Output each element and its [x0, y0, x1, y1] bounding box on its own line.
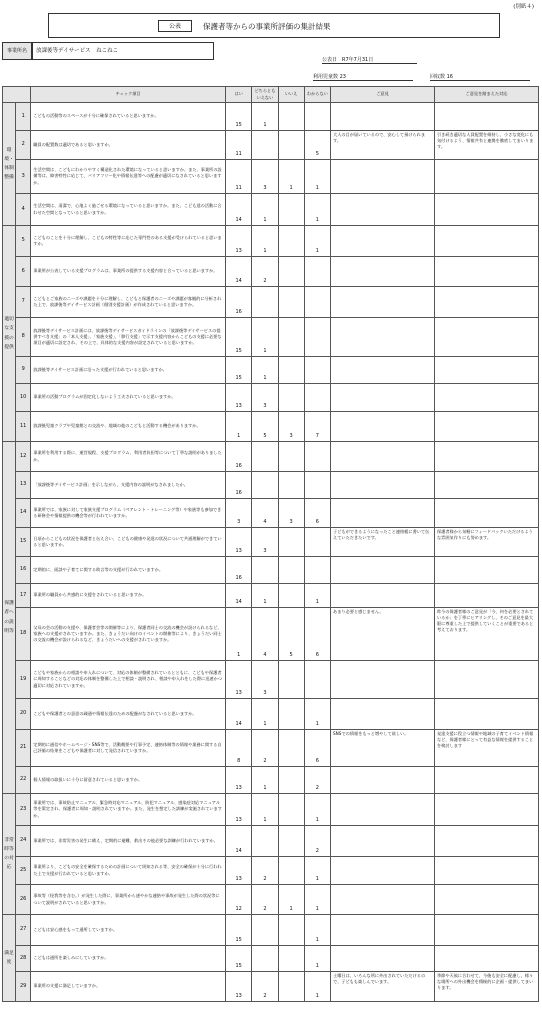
- response-cell: [434, 826, 538, 857]
- no-count: [278, 946, 304, 972]
- no-count: 5: [278, 608, 304, 661]
- unknown-count: 1: [304, 160, 330, 194]
- opinion-cell: [331, 557, 435, 584]
- table-row: [3, 972, 539, 1002]
- no-count: [278, 226, 304, 257]
- yes-count: 15: [226, 915, 252, 946]
- check-item: 事業所より、こどもの安全を確保するための計画について周知される等、安全の確保が十分に行われた上で支援が行われていると思いますか。: [31, 857, 226, 885]
- unknown-count: [304, 661, 330, 699]
- header-opinion: ご意見: [331, 87, 435, 103]
- yes-count: 14: [226, 194, 252, 226]
- response-cell: [434, 794, 538, 826]
- table-row: [3, 257, 539, 287]
- check-item: 事故等（怪我等を含む。）が発生した際に、事業所から速やかな連絡や事故が発生した際の状況等について説明がされていると思いますか。: [31, 885, 226, 915]
- table-row: [3, 857, 539, 885]
- unknown-count: [304, 557, 330, 584]
- row-number: 3: [16, 160, 31, 194]
- responses-count: 回収数 16: [430, 74, 453, 80]
- opinion-cell: [331, 915, 435, 946]
- row-number: 14: [16, 499, 31, 528]
- opinion-cell: 大人の目が届いているので、安心して預けられます。: [331, 131, 435, 160]
- row-number: 21: [16, 730, 31, 767]
- row-number: 6: [16, 257, 31, 287]
- neither-count: 1: [252, 794, 278, 826]
- row-number: 25: [16, 857, 31, 885]
- no-count: [278, 472, 304, 499]
- no-count: [278, 442, 304, 472]
- header-response: ご意見を踏まえた対応: [434, 87, 538, 103]
- row-number: 11: [16, 412, 31, 442]
- response-cell: [434, 442, 538, 472]
- response-cell: [434, 384, 538, 412]
- response-cell: [434, 946, 538, 972]
- row-number: 1: [16, 103, 31, 131]
- neither-count: 1: [252, 357, 278, 384]
- unknown-count: 7: [304, 412, 330, 442]
- neither-count: 2: [252, 857, 278, 885]
- no-count: [278, 257, 304, 287]
- check-item: 事業所では、事故防止マニュアル、緊急時対応マニュアル、防犯マニュアル、感染症対応マニュアル等を策定され、保護者に周知・説明されていますか。また、発生を想定した訓練が実施されていますか。: [31, 794, 226, 826]
- opinion-cell: あまり必要と感じません。: [331, 608, 435, 661]
- table-row: [3, 885, 539, 915]
- header-cell: [3, 87, 31, 103]
- unknown-count: 6: [304, 730, 330, 767]
- table-row: [3, 794, 539, 826]
- yes-count: 13: [226, 972, 252, 1002]
- yes-count: 13: [226, 794, 252, 826]
- unknown-count: 1: [304, 194, 330, 226]
- unknown-count: 1: [304, 946, 330, 972]
- opinion-cell: [331, 226, 435, 257]
- header-row: [3, 87, 539, 103]
- unknown-count: [304, 442, 330, 472]
- unknown-count: 1: [304, 885, 330, 915]
- neither-count: 1: [252, 318, 278, 357]
- row-number: 12: [16, 442, 31, 472]
- check-item: 定期的に、面談や子育てに関する助言等の支援が行われていますか。: [31, 557, 226, 584]
- row-number: 16: [16, 557, 31, 584]
- header-yes: はい: [226, 87, 252, 103]
- yes-count: 13: [226, 767, 252, 794]
- row-number: 26: [16, 885, 31, 915]
- opinion-cell: [331, 160, 435, 194]
- response-cell: [434, 472, 538, 499]
- check-item: こどもや保護者との意思の疎通や情報伝達のための配慮がなされていると思いますか。: [31, 699, 226, 730]
- check-item: 放課後等デイサービス計画には、放課後等デイサービスガイドラインの「放課後等デイサービスの提供すべき支援」の「本人支援」、「家族支援」、「移行支援」で示す支援内容からこどもの支援に必要な項目が適切に設定され、その上で、具体的な支援内容が設定されていると思いますか。: [31, 318, 226, 357]
- unknown-count: [304, 103, 330, 131]
- row-number: 18: [16, 608, 31, 661]
- response-cell: [434, 103, 538, 131]
- yes-count: 11: [226, 131, 252, 160]
- row-number: 15: [16, 528, 31, 557]
- response-cell: [434, 412, 538, 442]
- opinion-cell: [331, 318, 435, 357]
- underline: [313, 80, 413, 81]
- response-cell: [434, 699, 538, 730]
- neither-count: 3: [252, 384, 278, 412]
- yes-count: 14: [226, 699, 252, 730]
- neither-count: 2: [252, 730, 278, 767]
- no-count: [278, 103, 304, 131]
- yes-count: 14: [226, 826, 252, 857]
- check-item: 個人情報の取扱いに十分に留意されていると思いますか。: [31, 767, 226, 794]
- neither-count: 2: [252, 257, 278, 287]
- unknown-count: 1: [304, 915, 330, 946]
- table-row: [3, 226, 539, 257]
- category-cell: 適切な支援の提供: [3, 226, 16, 442]
- row-number: 13: [16, 472, 31, 499]
- yes-count: 13: [226, 857, 252, 885]
- unknown-count: [304, 257, 330, 287]
- no-count: [278, 131, 304, 160]
- neither-count: 2: [252, 972, 278, 1002]
- unknown-count: 1: [304, 699, 330, 730]
- header-neither: どちらとも いえない: [252, 87, 278, 103]
- opinion-cell: [331, 584, 435, 608]
- table-row: [3, 442, 539, 472]
- table-row: [3, 608, 539, 661]
- yes-count: 14: [226, 584, 252, 608]
- underline: [430, 80, 530, 81]
- header-check-item: チェック項目: [31, 87, 226, 103]
- check-item: 生活空間は、清潔で、心地よく過ごせる環境になっていると思いますか。また、こども達の活動に合わせた空間となっていると思いますか。: [31, 194, 226, 226]
- unknown-count: 1: [304, 226, 330, 257]
- table-row: [3, 103, 539, 131]
- yes-count: 16: [226, 557, 252, 584]
- table-row: [3, 826, 539, 857]
- yes-count: 13: [226, 384, 252, 412]
- row-number: 20: [16, 699, 31, 730]
- opinion-cell: 子どもができるようになったこと連絡帳に書いて伝えていただきたいです。: [331, 528, 435, 557]
- opinion-cell: [331, 499, 435, 528]
- check-item: こどもは安心感をもって通所していますか。: [31, 915, 226, 946]
- opinion-cell: [331, 472, 435, 499]
- yes-count: 1: [226, 412, 252, 442]
- neither-count: 1: [252, 194, 278, 226]
- opinion-cell: [331, 103, 435, 131]
- yes-count: 16: [226, 442, 252, 472]
- page-title: 保護者等からの事業所評価の集計結果: [203, 22, 331, 31]
- check-item: 事業所では、家族に対して家族支援プログラム（ペアレント・トレーニング等）や家族等も参加できる研修会や情報提供の機会等が行われていますか。: [31, 499, 226, 528]
- response-cell: [434, 885, 538, 915]
- check-item: こどもは通所を楽しみにしていますか。: [31, 946, 226, 972]
- opinion-cell: [331, 767, 435, 794]
- unknown-count: [304, 472, 330, 499]
- table-row: [3, 946, 539, 972]
- no-count: 1: [278, 885, 304, 915]
- response-cell: [434, 857, 538, 885]
- no-count: [278, 318, 304, 357]
- response-cell: [434, 915, 538, 946]
- row-number: 19: [16, 661, 31, 699]
- unknown-count: 1: [304, 972, 330, 1002]
- unknown-count: 1: [304, 584, 330, 608]
- yes-count: 15: [226, 318, 252, 357]
- opinion-cell: [331, 194, 435, 226]
- facility-name: 放課後等デイサービス ねこねこ: [32, 42, 214, 60]
- no-count: [278, 384, 304, 412]
- table-row: [3, 915, 539, 946]
- no-count: [278, 826, 304, 857]
- category-cell: 保護者への説明等: [3, 442, 16, 794]
- table-row: [3, 160, 539, 194]
- no-count: [278, 194, 304, 226]
- row-number: 28: [16, 946, 31, 972]
- row-number: 2: [16, 131, 31, 160]
- publish-label: 公表: [158, 20, 192, 32]
- check-item: 定期的に通信やホームページ・SNS等で、活動概要や行事予定、連絡体制等の情報や業務に関する自己評価の結果をこどもや保護者に対して発信されていますか。: [31, 730, 226, 767]
- publish-date: 公表日 R7年7月31日: [322, 57, 374, 63]
- table-row: [3, 412, 539, 442]
- opinion-cell: [331, 412, 435, 442]
- no-count: [278, 794, 304, 826]
- opinion-cell: [331, 257, 435, 287]
- check-item: 事業所の支援に満足していますか。: [31, 972, 226, 1002]
- neither-count: 1: [252, 103, 278, 131]
- check-item: 日頃からこどもの状況を保護者と伝え合い、こどもの健康や発達の状況について共通理解ができていると思いますか。: [31, 528, 226, 557]
- check-item: こどもや家族からの相談や申入れについて、対応の体制が整備されているとともに、こどもや保護者に周知することなどの対応の体制を整備した上で相談・説明され、相談や申入れをした際に迅速かつ適切に対応されていますか。: [31, 661, 226, 699]
- no-count: [278, 972, 304, 1002]
- yes-count: 3: [226, 499, 252, 528]
- neither-count: [252, 946, 278, 972]
- neither-count: 1: [252, 226, 278, 257]
- opinion-cell: [331, 826, 435, 857]
- neither-count: 3: [252, 661, 278, 699]
- opinion-cell: [331, 794, 435, 826]
- response-cell: [434, 160, 538, 194]
- table-row: [3, 499, 539, 528]
- yes-count: 1: [226, 608, 252, 661]
- check-item: 放課後児童クラブや児童館との交流や、地域の他のこどもと活動する機会がありますか。: [31, 412, 226, 442]
- check-item: 事業所を利用する際に、運営規程、支援プログラム、利用者負担等について丁寧な説明がありましたか。: [31, 442, 226, 472]
- opinion-cell: [331, 287, 435, 318]
- unknown-count: 1: [304, 794, 330, 826]
- unknown-count: 5: [304, 131, 330, 160]
- neither-count: 1: [252, 584, 278, 608]
- no-count: [278, 915, 304, 946]
- neither-count: 4: [252, 608, 278, 661]
- opinion-cell: [331, 885, 435, 915]
- yes-count: 15: [226, 357, 252, 384]
- response-cell: [434, 318, 538, 357]
- unknown-count: [304, 528, 330, 557]
- table-row: [3, 384, 539, 412]
- response-cell: [434, 584, 538, 608]
- no-count: [278, 661, 304, 699]
- check-item: こどもとご家族のニーズや課題を十分に理解し、こどもと保護者のニーズや課題が客観的に分析された上で、放課後等デイサービス計画（個別支援計画）が作成されていると思いますか。: [31, 287, 226, 318]
- category-cell: 環境・体制整備: [3, 103, 16, 226]
- no-count: [278, 767, 304, 794]
- response-cell: [434, 557, 538, 584]
- row-number: 8: [16, 318, 31, 357]
- response-cell: [434, 357, 538, 384]
- unknown-count: 2: [304, 826, 330, 857]
- neither-count: 2: [252, 885, 278, 915]
- no-count: [278, 557, 304, 584]
- opinion-cell: 土曜日は、いろんな所に外出されていただけるので、子どもも楽しんでいます。: [331, 972, 435, 1002]
- opinion-cell: [331, 699, 435, 730]
- opinion-cell: [331, 384, 435, 412]
- opinion-cell: [331, 357, 435, 384]
- row-number: 22: [16, 767, 31, 794]
- unknown-count: [304, 318, 330, 357]
- no-count: [278, 357, 304, 384]
- row-number: 7: [16, 287, 31, 318]
- unknown-count: 1: [304, 857, 330, 885]
- category-cell: 非常時等の対応: [3, 794, 16, 915]
- check-item: 事業所が公表している支援プログラムは、事業所の提供する支援内容と合っていると思いますか。: [31, 257, 226, 287]
- neither-count: 1: [252, 699, 278, 730]
- neither-count: [252, 131, 278, 160]
- response-cell: 季節や天候に合わせて、今後も安全に配慮し、様々な場所への外出機会を積極的に企画・提供してまいります。: [434, 972, 538, 1002]
- yes-count: 15: [226, 946, 252, 972]
- table-row: [3, 357, 539, 384]
- category-cell: 満足度: [3, 915, 16, 1002]
- neither-count: 3: [252, 160, 278, 194]
- neither-count: [252, 472, 278, 499]
- table-row: [3, 557, 539, 584]
- no-count: 1: [278, 160, 304, 194]
- neither-count: 5: [252, 412, 278, 442]
- users-count: 利用児童数 23: [313, 74, 346, 80]
- neither-count: [252, 442, 278, 472]
- table-row: [3, 472, 539, 499]
- row-number: 29: [16, 972, 31, 1002]
- row-number: 4: [16, 194, 31, 226]
- evaluation-table: [2, 86, 539, 1002]
- no-count: [278, 287, 304, 318]
- opinion-cell: [331, 857, 435, 885]
- check-item: 父母の会の活動の支援や、保護者会等の開催等により、保護者同士の交流の機会が設けられるなど、家族への支援がされていますか。また、きょうだい向けのイベントの開催等により、きょうだい同士の交流の機会が設けられるなど、きょうだいへの支援がされていますか。: [31, 608, 226, 661]
- no-count: [278, 730, 304, 767]
- neither-count: [252, 287, 278, 318]
- row-number: 10: [16, 384, 31, 412]
- row-number: 9: [16, 357, 31, 384]
- no-count: [278, 857, 304, 885]
- table-row: [3, 584, 539, 608]
- table-row: [3, 528, 539, 557]
- yes-count: 13: [226, 661, 252, 699]
- yes-count: 15: [226, 103, 252, 131]
- unknown-count: [304, 357, 330, 384]
- unknown-count: [304, 287, 330, 318]
- unknown-count: 2: [304, 767, 330, 794]
- check-item: 「放課後等デイサービス計画」を示しながら、支援内容の説明がなされましたか。: [31, 472, 226, 499]
- opinion-cell: [331, 946, 435, 972]
- yes-count: 16: [226, 472, 252, 499]
- response-cell: 引き続き適切な人員配置を維持し、小さな変化にも気付けるよう、情報共有と連携を徹底してまいります。: [434, 131, 538, 160]
- underline: [322, 63, 417, 64]
- check-item: 放課後等デイサービス計画に沿った支援が行われていると思いますか。: [31, 357, 226, 384]
- check-item: 事業所の職員から共感的に支援をされていると思いますか。: [31, 584, 226, 608]
- neither-count: [252, 826, 278, 857]
- facility-label: 事業所名: [2, 42, 32, 60]
- check-item: こどものことを十分に理解し、こどもの特性等に応じた専門性のある支援が受けられていると思いますか。: [31, 226, 226, 257]
- table-row: [3, 767, 539, 794]
- neither-count: 4: [252, 499, 278, 528]
- yes-count: 12: [226, 885, 252, 915]
- row-number: 5: [16, 226, 31, 257]
- header-no: いいえ: [278, 87, 304, 103]
- opinion-cell: SNSでの情報をもっと増やして欲しい。: [331, 730, 435, 767]
- form-number: (別紙４): [513, 4, 534, 10]
- table-row: [3, 131, 539, 160]
- table-row: [3, 730, 539, 767]
- response-cell: [434, 287, 538, 318]
- table-row: [3, 287, 539, 318]
- unknown-count: [304, 384, 330, 412]
- header-unknown: わからない: [304, 87, 330, 103]
- opinion-cell: [331, 661, 435, 699]
- no-count: [278, 699, 304, 730]
- response-cell: [434, 767, 538, 794]
- no-count: 3: [278, 412, 304, 442]
- yes-count: 8: [226, 730, 252, 767]
- no-count: [278, 528, 304, 557]
- neither-count: 3: [252, 528, 278, 557]
- response-cell: [434, 226, 538, 257]
- check-item: 事業所では、非常災害の発生に備え、定期的に避難、救出その他必要な訓練が行われていますか。: [31, 826, 226, 857]
- response-cell: [434, 194, 538, 226]
- neither-count: [252, 557, 278, 584]
- row-number: 24: [16, 826, 31, 857]
- row-number: 27: [16, 915, 31, 946]
- unknown-count: 6: [304, 608, 330, 661]
- response-cell: [434, 257, 538, 287]
- check-item: こどもの活動等のスペースが十分に確保されていると思いますか。: [31, 103, 226, 131]
- table-row: [3, 661, 539, 699]
- table-row: [3, 699, 539, 730]
- yes-count: 13: [226, 226, 252, 257]
- response-cell: 昨今の保護者様のご意見が「今、何を必要とされているか」を丁寧にヒアリングし、そのご意見を最大限に尊重した上で提供していくことが重要であると考えております。: [434, 608, 538, 661]
- response-cell: [434, 499, 538, 528]
- yes-count: 14: [226, 257, 252, 287]
- opinion-cell: [331, 442, 435, 472]
- yes-count: 11: [226, 160, 252, 194]
- yes-count: 13: [226, 528, 252, 557]
- row-number: 17: [16, 584, 31, 608]
- neither-count: 1: [252, 767, 278, 794]
- table-row: [3, 194, 539, 226]
- no-count: 3: [278, 499, 304, 528]
- table-row: [3, 318, 539, 357]
- neither-count: [252, 915, 278, 946]
- check-item: 事業所の活動プログラムが固定化しないよう工夫されていると思いますか。: [31, 384, 226, 412]
- check-item: 生活空間は、こどもにわかりやすく構造化された環境になっていると思いますか。また、事業所の設備等は、障害特性に応じて、バリアフリー化や情報伝達等への配慮が適切になされていると思いますか。: [31, 160, 226, 194]
- yes-count: 16: [226, 287, 252, 318]
- unknown-count: 6: [304, 499, 330, 528]
- response-cell: 保護者様から気軽にフィードバックいただけるような雰囲気作りにも努めます。: [434, 528, 538, 557]
- check-item: 職員の配置数は適切であると思いますか。: [31, 131, 226, 160]
- response-cell: [434, 661, 538, 699]
- response-cell: 発達支援に役立つ情報や地域の子育てイベント情報など、保護者様にとって有益な情報を提供することを検討します: [434, 730, 538, 767]
- no-count: [278, 584, 304, 608]
- row-number: 23: [16, 794, 31, 826]
